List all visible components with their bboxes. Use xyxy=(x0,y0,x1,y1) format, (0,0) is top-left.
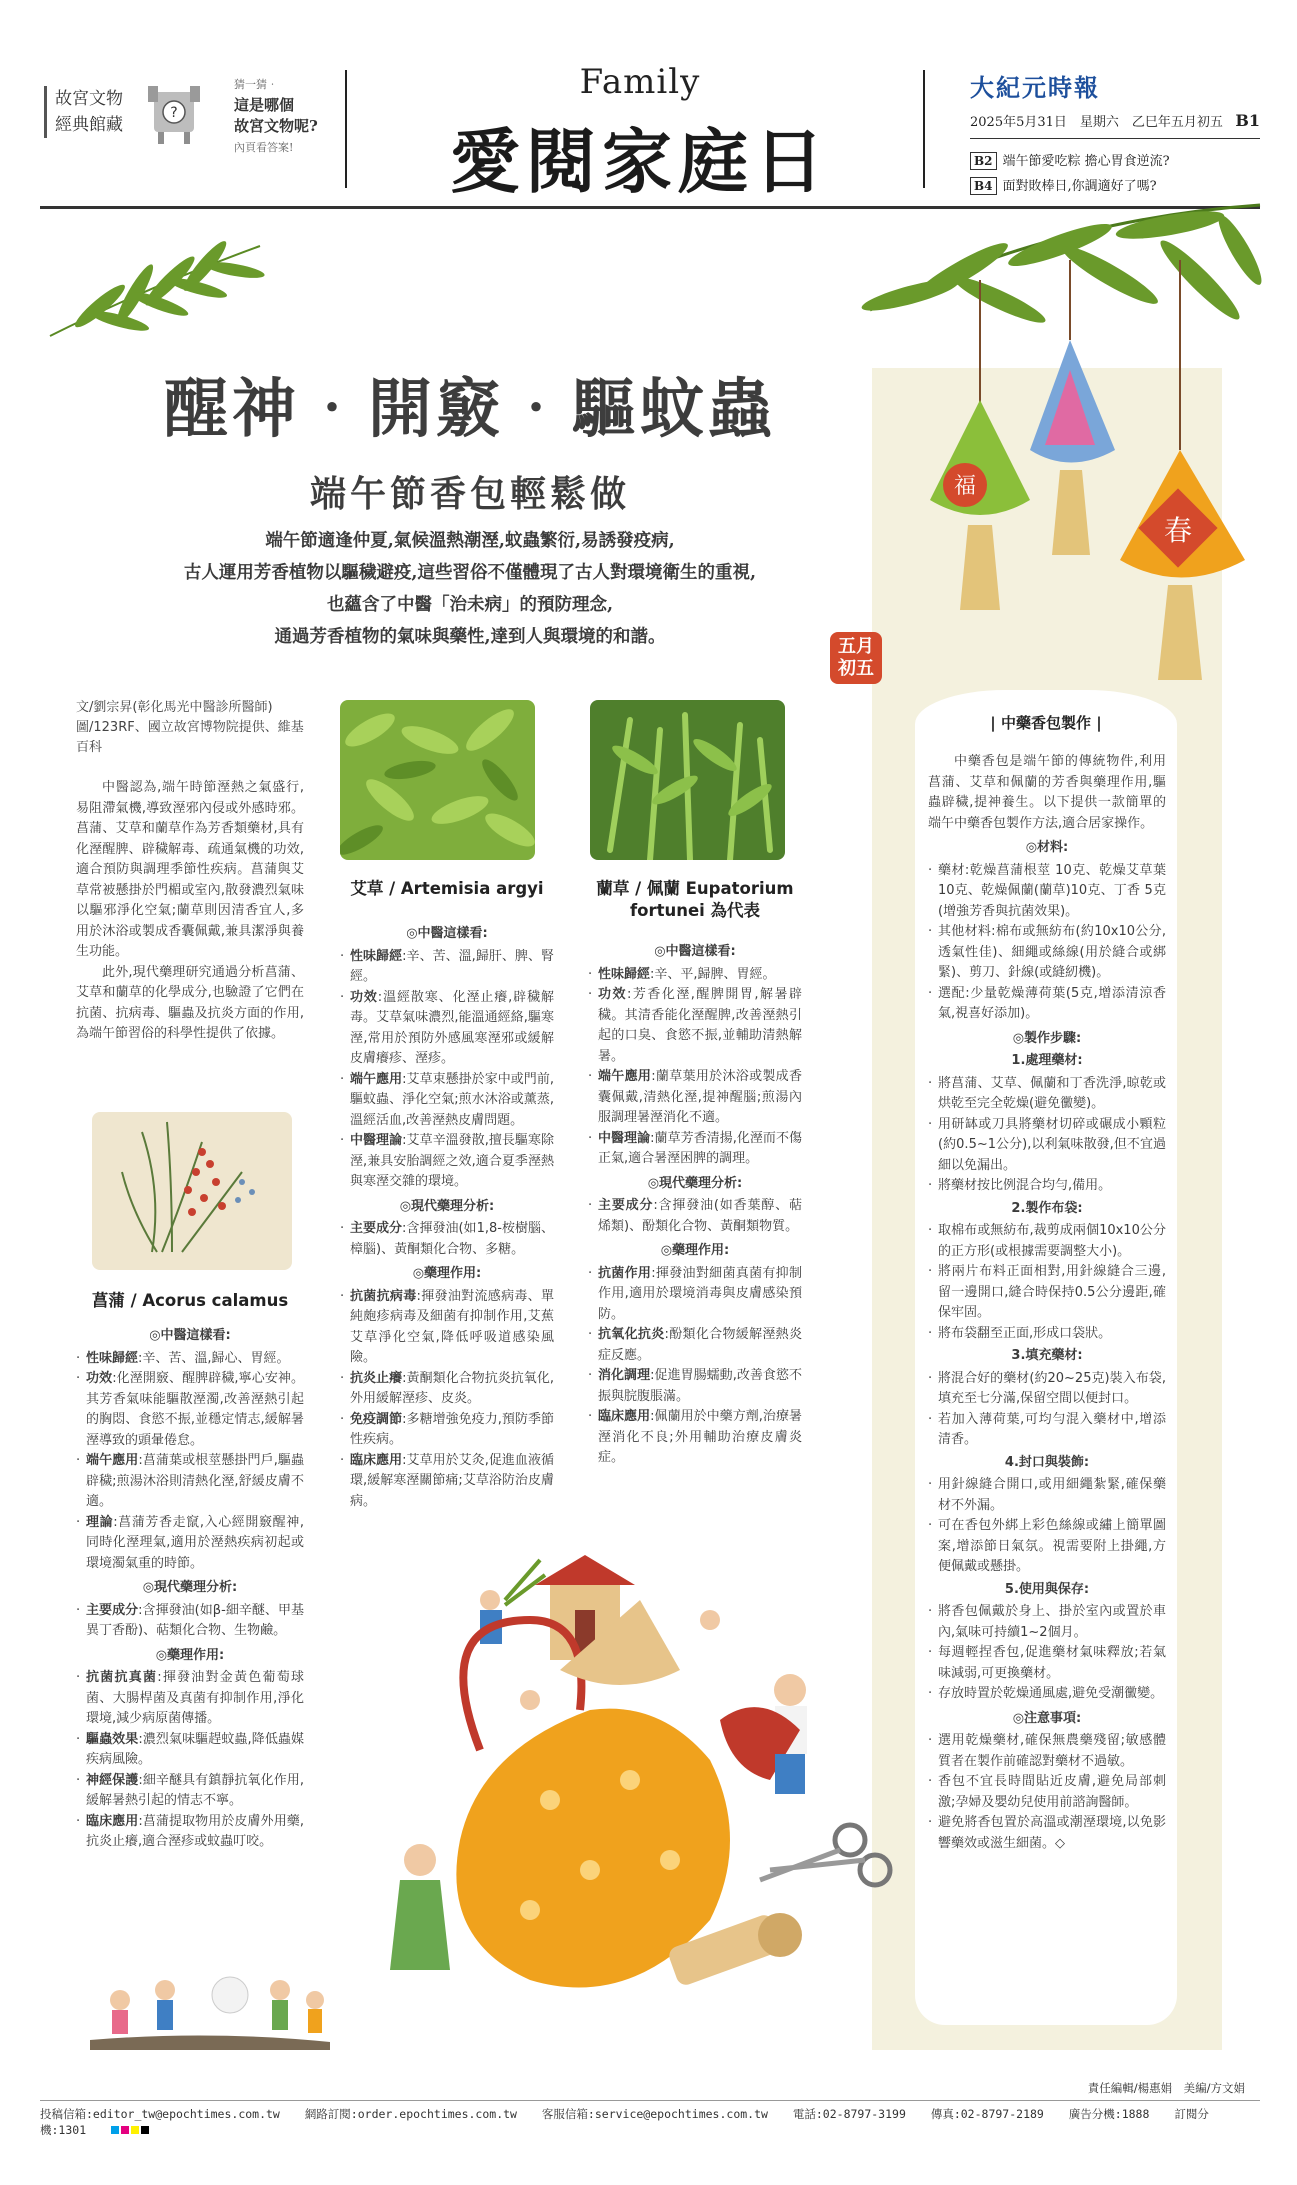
list-item xyxy=(76,1730,304,1771)
list-item: ‧ 將布袋翻至正面,形成口袋狀。 xyxy=(928,1324,1166,1345)
acorus-use-list xyxy=(76,1668,304,1853)
item-value: :含揮發油(如1,8-桉樹腦、樟腦)、黃酮類化合物、多糖。 xyxy=(350,1221,554,1257)
issue-date xyxy=(970,111,1260,139)
footer-sub-ext: 訂閱分機:1301 xyxy=(40,2107,1209,2137)
item-key: 端午應用 xyxy=(350,1071,403,1087)
subtitle: 端午節香包輕鬆做 xyxy=(309,473,630,515)
step-list xyxy=(928,1074,1166,1197)
ref-link[interactable] xyxy=(970,149,1260,174)
recipe-intro: 中藥香包是端午節的傳統物件,利用菖蒲、艾草和佩蘭的芳香與藥理作用,驅蟲辟穢,提神養生。以下提供一款簡單的端午中藥香包製作方法,適合居家操作。 xyxy=(928,754,1166,831)
recipe-text xyxy=(928,752,1166,1854)
ref-page-tag: B4 xyxy=(970,177,997,195)
quiz-line: 這是哪個 xyxy=(234,96,295,114)
sachet-making-illustration-icon xyxy=(330,1540,910,2040)
subheading: ◎中醫這樣看: xyxy=(654,944,736,959)
item-value: :佩蘭用於中藥方劑,治療暑溼消化不良;外用輔助治療皮膚炎症。 xyxy=(598,1409,802,1465)
item-key: 免疫調節 xyxy=(350,1411,403,1427)
item-key: 性味歸經 xyxy=(598,966,651,982)
masthead xyxy=(40,62,1260,210)
paper-info xyxy=(970,68,1260,199)
children-illustration-icon xyxy=(90,1960,330,2050)
herb-title-artemisia: 艾草 / Artemisia argyi xyxy=(350,879,544,898)
list-item: ‧ 若加入薄荷葉,可均勻混入藥材中,增添清香。 xyxy=(928,1410,1166,1451)
item-key: 端午應用 xyxy=(86,1453,139,1468)
subheading: ◎現代藥理分析: xyxy=(399,1198,495,1214)
item-value: :辛、平,歸脾、胃經。 xyxy=(650,966,776,982)
item-value: :菖蒲葉或根莖懸掛門戶,驅蟲辟穢;煎湯沐浴則清熱化溼,舒緩皮膚不適。 xyxy=(86,1453,304,1509)
recipe-title: | 中藥香包製作 | xyxy=(990,714,1102,732)
newspaper-logo[interactable]: 大紀元時報 xyxy=(970,73,1100,102)
item-value: :菖蒲芳香走竄,入心經開竅醒神,同時化溼理氣,適用於溼熱疾病初起或環境濁氣重的時節。 xyxy=(86,1514,304,1571)
item-key: 理論 xyxy=(86,1514,114,1530)
item-value: :揮發油對細菌真菌有抑制作用,適用於環境消毒與皮膚感染預防。 xyxy=(598,1265,802,1322)
item-value: :促進胃腸蠕動,改善食慾不振與脘腹脹滿。 xyxy=(598,1368,802,1404)
item-key: 中醫理論 xyxy=(350,1133,403,1148)
editor-credit: 責任編輯/楊惠娟 美編/方文娟 xyxy=(1087,2081,1245,2095)
list-item xyxy=(76,1771,304,1812)
step-list xyxy=(928,1369,1166,1451)
item-value: :黃酮類化合物抗炎抗氧化,外用緩解溼疹、皮炎。 xyxy=(350,1370,554,1406)
list-item: ‧ 取棉布或無紡布,裁剪成兩個10x10公分的正方形(或根據需要調整大小)。 xyxy=(928,1221,1166,1262)
registration-mark-icon xyxy=(141,2126,149,2134)
list-item xyxy=(340,988,554,1070)
list-item xyxy=(588,1407,802,1469)
list-item xyxy=(588,1196,802,1237)
lead-paragraph xyxy=(120,525,820,653)
item-key: 性味歸經 xyxy=(350,948,403,964)
list-item: ‧ 選配:少量乾燥薄荷葉(5克,增添清涼香氣,視喜好添加)。 xyxy=(928,984,1166,1025)
list-item xyxy=(588,1129,802,1170)
list-item: ‧ 將混合好的藥材(約20~25克)裝入布袋,填充至七分滿,保留空間以便封口。 xyxy=(928,1369,1166,1410)
subheading: ◎中醫這樣看: xyxy=(149,1328,231,1343)
list-item: ‧ 可在香包外綁上彩色絲線或繡上簡單圖案,增添節日氣氛。視需要附上掛繩,方便佩戴或懸掛。 xyxy=(928,1516,1166,1578)
list-item: ‧ 藥材:乾燥菖蒲根莖 10克、乾燥艾草葉 10克、乾燥佩蘭(蘭草)10克、丁香 5克(增強芳香與抗菌效果)。 xyxy=(928,861,1166,923)
paragraph: 此外,現代藥理研究通過分析菖蒲、艾草和蘭草的化學成分,也驗證了它們在抗菌、抗病毒、驅蟲及抗炎方面的作用,為端午節習俗的科學性提供了依據。 xyxy=(76,964,304,1041)
item-value: :艾草辛溫發散,擅長驅寒除溼,兼具安胎調經之效,適合夏季溼熱與寒溼交雜的環境。 xyxy=(350,1133,554,1189)
list-item: ‧ 香包不宜長時間貼近皮膚,避免局部刺激;孕婦及嬰幼兒使用前諮詢醫師。 xyxy=(928,1772,1166,1813)
herb-title-eupatorium: 蘭草 / 佩蘭 Eupatorium fortunei 為代表 xyxy=(596,879,794,920)
quiz-line: 內頁看答案! xyxy=(234,141,294,154)
item-key: 臨床應用 xyxy=(86,1813,139,1829)
materials-list xyxy=(928,861,1166,1025)
list-item: ‧ 用針線縫合開口,或用細繩紮緊,確保藥材不外漏。 xyxy=(928,1475,1166,1516)
step-heading: 3.填充藥材: xyxy=(1011,1348,1083,1363)
list-item xyxy=(340,947,554,988)
item-value: :含揮發油(如香葉醇、萜烯類)、酚類化合物、黃酮類物質。 xyxy=(598,1198,802,1234)
eupatorium-photo-image xyxy=(590,700,785,860)
herb-title-acorus: 菖蒲 / Acorus calamus xyxy=(91,1291,289,1310)
list-item xyxy=(340,1451,554,1513)
acorus-tcm-list xyxy=(76,1349,304,1575)
page-number: B1 xyxy=(1235,111,1260,130)
quiz-text xyxy=(234,74,344,158)
artemisia-use-list xyxy=(340,1287,554,1513)
item-key: 抗氧化抗炎 xyxy=(598,1327,665,1342)
item-key: 主要成分 xyxy=(350,1221,403,1236)
item-key: 臨床應用 xyxy=(350,1452,403,1468)
subheading: ◎現代藥理分析: xyxy=(142,1580,238,1595)
item-value: :揮發油對金黃色葡萄球菌、大腸桿菌及真菌有抑制作用,淨化環境,減少病原菌傳播。 xyxy=(86,1670,304,1726)
notes-list xyxy=(928,1731,1166,1854)
artemisia-details xyxy=(340,920,554,1512)
intro-column xyxy=(76,698,304,1045)
item-key: 抗炎止癢 xyxy=(350,1370,403,1386)
step-heading: 4.封口與裝飾: xyxy=(1004,1454,1090,1470)
list-item xyxy=(588,965,802,986)
item-value: :濃烈氣味驅趕蚊蟲,降低蟲媒疾病風險。 xyxy=(86,1731,304,1767)
list-item xyxy=(588,1325,802,1366)
eupatorium-details xyxy=(588,938,802,1469)
acorus-details xyxy=(76,1322,304,1853)
section-title-zh: 愛閱家庭日 xyxy=(450,120,830,203)
item-key: 臨床應用 xyxy=(598,1409,651,1424)
eupatorium-tcm-list xyxy=(588,965,802,1170)
item-key: 抗菌作用 xyxy=(598,1265,652,1281)
subheading: ◎藥理作用: xyxy=(412,1266,482,1281)
acorus-painting-image xyxy=(92,1112,292,1270)
subheading: ◎現代藥理分析: xyxy=(647,1175,743,1191)
artemisia-tcm-list xyxy=(340,947,554,1193)
lead-line: 通過芳香植物的氣味與藥性,達到人與環境的和諧。 xyxy=(274,627,666,647)
byline: 文/劉宗昇(彰化馬光中醫診所醫師) 圖/123RF、國立故宮博物院提供、維基百科 xyxy=(76,700,304,755)
item-value: :酚類化合物緩解溼熱炎症反應。 xyxy=(598,1327,802,1363)
item-value: :細辛醚具有鎮靜抗氧化作用,緩解暑熱引起的情志不寧。 xyxy=(86,1772,304,1808)
section-title-en: Family xyxy=(579,62,701,102)
footer-web[interactable]: 網路訂閱:order.epochtimes.com.tw xyxy=(304,2107,517,2121)
item-key: 消化調理 xyxy=(598,1368,651,1383)
divider xyxy=(923,70,925,188)
list-item xyxy=(76,1369,304,1451)
item-value: :揮發油對流感病毒、單純皰疹病毒及細菌有抑制作用,艾蕉艾草淨化空氣,降低呼吸道感染風險。 xyxy=(350,1288,554,1365)
inside-refs xyxy=(970,149,1260,199)
item-key: 主要成分 xyxy=(86,1602,139,1618)
list-item xyxy=(340,1219,554,1260)
subheading: ◎注意事項: xyxy=(1012,1710,1082,1726)
artemisia-mod-list xyxy=(340,1219,554,1260)
item-value: :多糖增強免疫力,預防季節性疾病。 xyxy=(350,1411,554,1447)
step-heading: 1.處理藥材: xyxy=(1011,1053,1083,1068)
bronze-vessel-icon xyxy=(144,78,204,148)
item-value: :蘭草芳香清揚,化溼而不傷正氣,適合暑溼困脾的調理。 xyxy=(598,1130,802,1166)
list-item xyxy=(340,1070,554,1132)
paragraph: 中醫認為,端午時節溼熱之氣盛行,易阻滯氣機,導致溼邪內侵或外感時邪。菖蒲、艾草和蘭草作為芳香類藥材,具有化溼醒脾、辟穢解毒、疏通氣機的功效,適合預防與調理季節性疾病。菖蒲與艾草常被懸掛於門楣或室內,散發濃烈氣味以驅邪淨化空氣;蘭草則因清香宜人,多用於沐浴或製成香囊佩戴,兼具潔淨與養生功能。 xyxy=(76,780,304,959)
lead-line: 也蘊含了中醫「治未病」的預防理念, xyxy=(326,595,614,615)
ref-link[interactable] xyxy=(970,174,1260,199)
item-key: 驅蟲效果 xyxy=(86,1731,139,1747)
item-value: :辛、苦、溫,歸肝、脾、腎經。 xyxy=(350,948,554,984)
quiz-line: 猜一猜‧ xyxy=(234,78,278,91)
list-item xyxy=(340,1410,554,1451)
step-heading: 5.使用與保存: xyxy=(1004,1581,1090,1597)
quiz-teaser[interactable] xyxy=(44,72,344,182)
footer-phone: 電話:02-8797-3199 xyxy=(792,2107,906,2121)
step-list xyxy=(928,1602,1166,1705)
zongzi-ornaments-icon xyxy=(850,200,1270,760)
footer xyxy=(40,2100,1260,2137)
list-item xyxy=(588,1264,802,1326)
item-value: :化溼開竅、醒脾辟穢,寧心安神。其芳香氣味能驅散溼濁,改善溼熱引起的胸悶、食慾不振,並穩定情志,緩解暑溼導致的頭暈倦怠。 xyxy=(86,1371,304,1448)
item-key: 抗菌抗病毒 xyxy=(350,1288,417,1304)
item-value: :溫經散寒、化溼止癢,辟穢解毒。艾草氣味濃烈,能溫通經絡,驅寒溼,常用於預防外感風寒溼邪或緩解皮膚癢疹、溼疹。 xyxy=(350,989,554,1066)
list-item: ‧ 用研缽或刀具將藥材切碎或碾成小顆粒(約0.5~1公分),以利氣味散發,但不宜過細以免漏出。 xyxy=(928,1115,1166,1177)
footer-ad-ext: 廣告分機:1888 xyxy=(1068,2107,1150,2121)
item-key: 抗菌抗真菌 xyxy=(86,1670,158,1685)
item-value: :蘭草葉用於沐浴或製成香囊佩戴,清熱化溼,提神醒腦;煎湯內服調理暑溼消化不適。 xyxy=(598,1069,802,1125)
ref-text: 面對敗棒日,你調適好了嗎? xyxy=(1002,179,1157,194)
item-value: :辛、苦、溫,歸心、胃經。 xyxy=(138,1350,290,1366)
registration-mark-icon xyxy=(121,2126,129,2134)
registration-mark-icon xyxy=(131,2126,139,2134)
item-key: 神經保護 xyxy=(86,1772,139,1788)
list-item: ‧ 將菖蒲、艾草、佩蘭和丁香洗淨,晾乾或烘乾至完全乾燥(避免黴變)。 xyxy=(928,1074,1166,1115)
list-item xyxy=(588,1366,802,1407)
list-item: ‧ 將兩片布料正面相對,用針線縫合三邊,留一邊開口,縫合時保持0.5公分邊距,確保牢固。 xyxy=(928,1262,1166,1324)
list-item xyxy=(340,1287,554,1369)
divider xyxy=(345,70,347,188)
item-value: :芳香化溼,醒脾開胃,解暑辟穢。其清香能化溼醒脾,改善溼熱引起的口臭、食慾不振,並輔助清熱解暑。 xyxy=(598,987,802,1064)
footer-contact-email[interactable]: 投稿信箱:editor_tw@epochtimes.com.tw xyxy=(40,2107,280,2121)
registration-mark-icon xyxy=(111,2126,119,2134)
svg-text:?: ? xyxy=(170,105,178,121)
item-key: 功效 xyxy=(350,989,378,1005)
acorus-mod-list xyxy=(76,1601,304,1642)
item-value: :艾草用於艾灸,促進血液循環,緩解寒溼關節痛;艾草浴防治皮膚病。 xyxy=(350,1452,554,1509)
artemisia-photo-image xyxy=(340,700,535,860)
item-value: :艾草束懸掛於家中或門前,驅蚊蟲、淨化空氣;煎水沐浴或薰蒸,溫經活血,改善溼熱皮膚問題。 xyxy=(350,1071,554,1128)
subheading: ◎材料: xyxy=(1025,840,1069,855)
item-value: :含揮發油(如β-細辛醚、甲基異丁香酚)、萜類化合物、生物鹼。 xyxy=(86,1602,304,1638)
item-key: 主要成分 xyxy=(598,1198,654,1213)
item-key: 端午應用 xyxy=(598,1069,652,1084)
subheading: ◎藥理作用: xyxy=(660,1243,730,1258)
list-item xyxy=(76,1668,304,1730)
list-item: ‧ 將藥材按比例混合均勻,備用。 xyxy=(928,1176,1166,1197)
category-label: 故宮文物 經典館藏 xyxy=(44,86,132,138)
list-item xyxy=(76,1513,304,1575)
item-key: 功效 xyxy=(598,987,627,1002)
quiz-line: 故宮文物呢? xyxy=(234,117,318,135)
lead-line: 端午節適逢仲夏,氣候溫熱潮溼,蚊蟲繁衍,易誘發疫病, xyxy=(265,531,675,551)
footer-fax: 傳真:02-8797-2189 xyxy=(930,2107,1044,2121)
step-heading: 2.製作布袋: xyxy=(1011,1200,1083,1216)
list-item: ‧ 避免將香包置於高溫或潮溼環境,以免影響藥效或滋生細菌。◇ xyxy=(928,1813,1166,1854)
date-stamp: 五月 初五 xyxy=(830,632,882,684)
main-title: 醒神‧開竅‧驅蚊蟲 xyxy=(164,372,776,447)
item-value: :菖蒲提取物用於皮膚外用藥,抗炎止癢,適合溼疹或蚊蟲叮咬。 xyxy=(86,1813,304,1849)
list-item: ‧ 選用乾燥藥材,確保無農藥殘留;敏感體質者在製作前確認對藥材不過敏。 xyxy=(928,1731,1166,1772)
list-item: ‧ 存放時置於乾燥通風處,避免受潮黴變。 xyxy=(928,1684,1166,1705)
ref-text: 端午節愛吃粽 擔心胃食逆流? xyxy=(1002,154,1170,169)
svg-text:福: 福 xyxy=(953,474,977,499)
bamboo-leaves-icon xyxy=(40,236,270,346)
list-item: ‧ 其他材料:棉布或無紡布(約10x10公分,透氣性佳)、細繩或絲線(用於縫合或綁緊)、剪刀、針線(或縫紉機)。 xyxy=(928,922,1166,984)
step-list xyxy=(928,1221,1166,1344)
list-item xyxy=(76,1451,304,1513)
footer-service-email[interactable]: 客服信箱:service@epochtimes.com.tw xyxy=(541,2107,768,2121)
section-title xyxy=(380,62,900,207)
list-item xyxy=(588,985,802,1067)
item-key: 中醫理論 xyxy=(598,1130,651,1146)
ref-page-tag: B2 xyxy=(970,152,997,170)
lead-line: 古人運用芳香植物以驅穢避疫,這些習俗不僅體現了古人對環境衛生的重視, xyxy=(183,563,757,583)
item-key: 功效 xyxy=(86,1371,113,1386)
subheading: ◎製作步驟: xyxy=(1012,1030,1082,1046)
list-item: ‧ 將香包佩戴於身上、掛於室內或置於車內,氣味可持續1~2個月。 xyxy=(928,1602,1166,1643)
eupatorium-use-list xyxy=(588,1264,802,1469)
step-list xyxy=(928,1475,1166,1578)
svg-text:春: 春 xyxy=(1163,514,1193,547)
list-item xyxy=(76,1812,304,1853)
list-item xyxy=(340,1369,554,1410)
list-item xyxy=(588,1067,802,1129)
item-key: 性味歸經 xyxy=(86,1350,139,1366)
subheading: ◎藥理作用: xyxy=(155,1647,225,1663)
list-item xyxy=(340,1131,554,1193)
list-item: ‧ 每週輕捏香包,促進藥材氣味釋放;若氣味減弱,可更換藥材。 xyxy=(928,1643,1166,1684)
subheading: ◎中醫這樣看: xyxy=(406,926,488,941)
eupatorium-mod-list xyxy=(588,1196,802,1237)
date-text: 2025年5月31日 星期六 乙巳年五月初五 xyxy=(970,115,1223,130)
list-item xyxy=(76,1601,304,1642)
list-item xyxy=(76,1349,304,1370)
headline xyxy=(150,358,790,517)
